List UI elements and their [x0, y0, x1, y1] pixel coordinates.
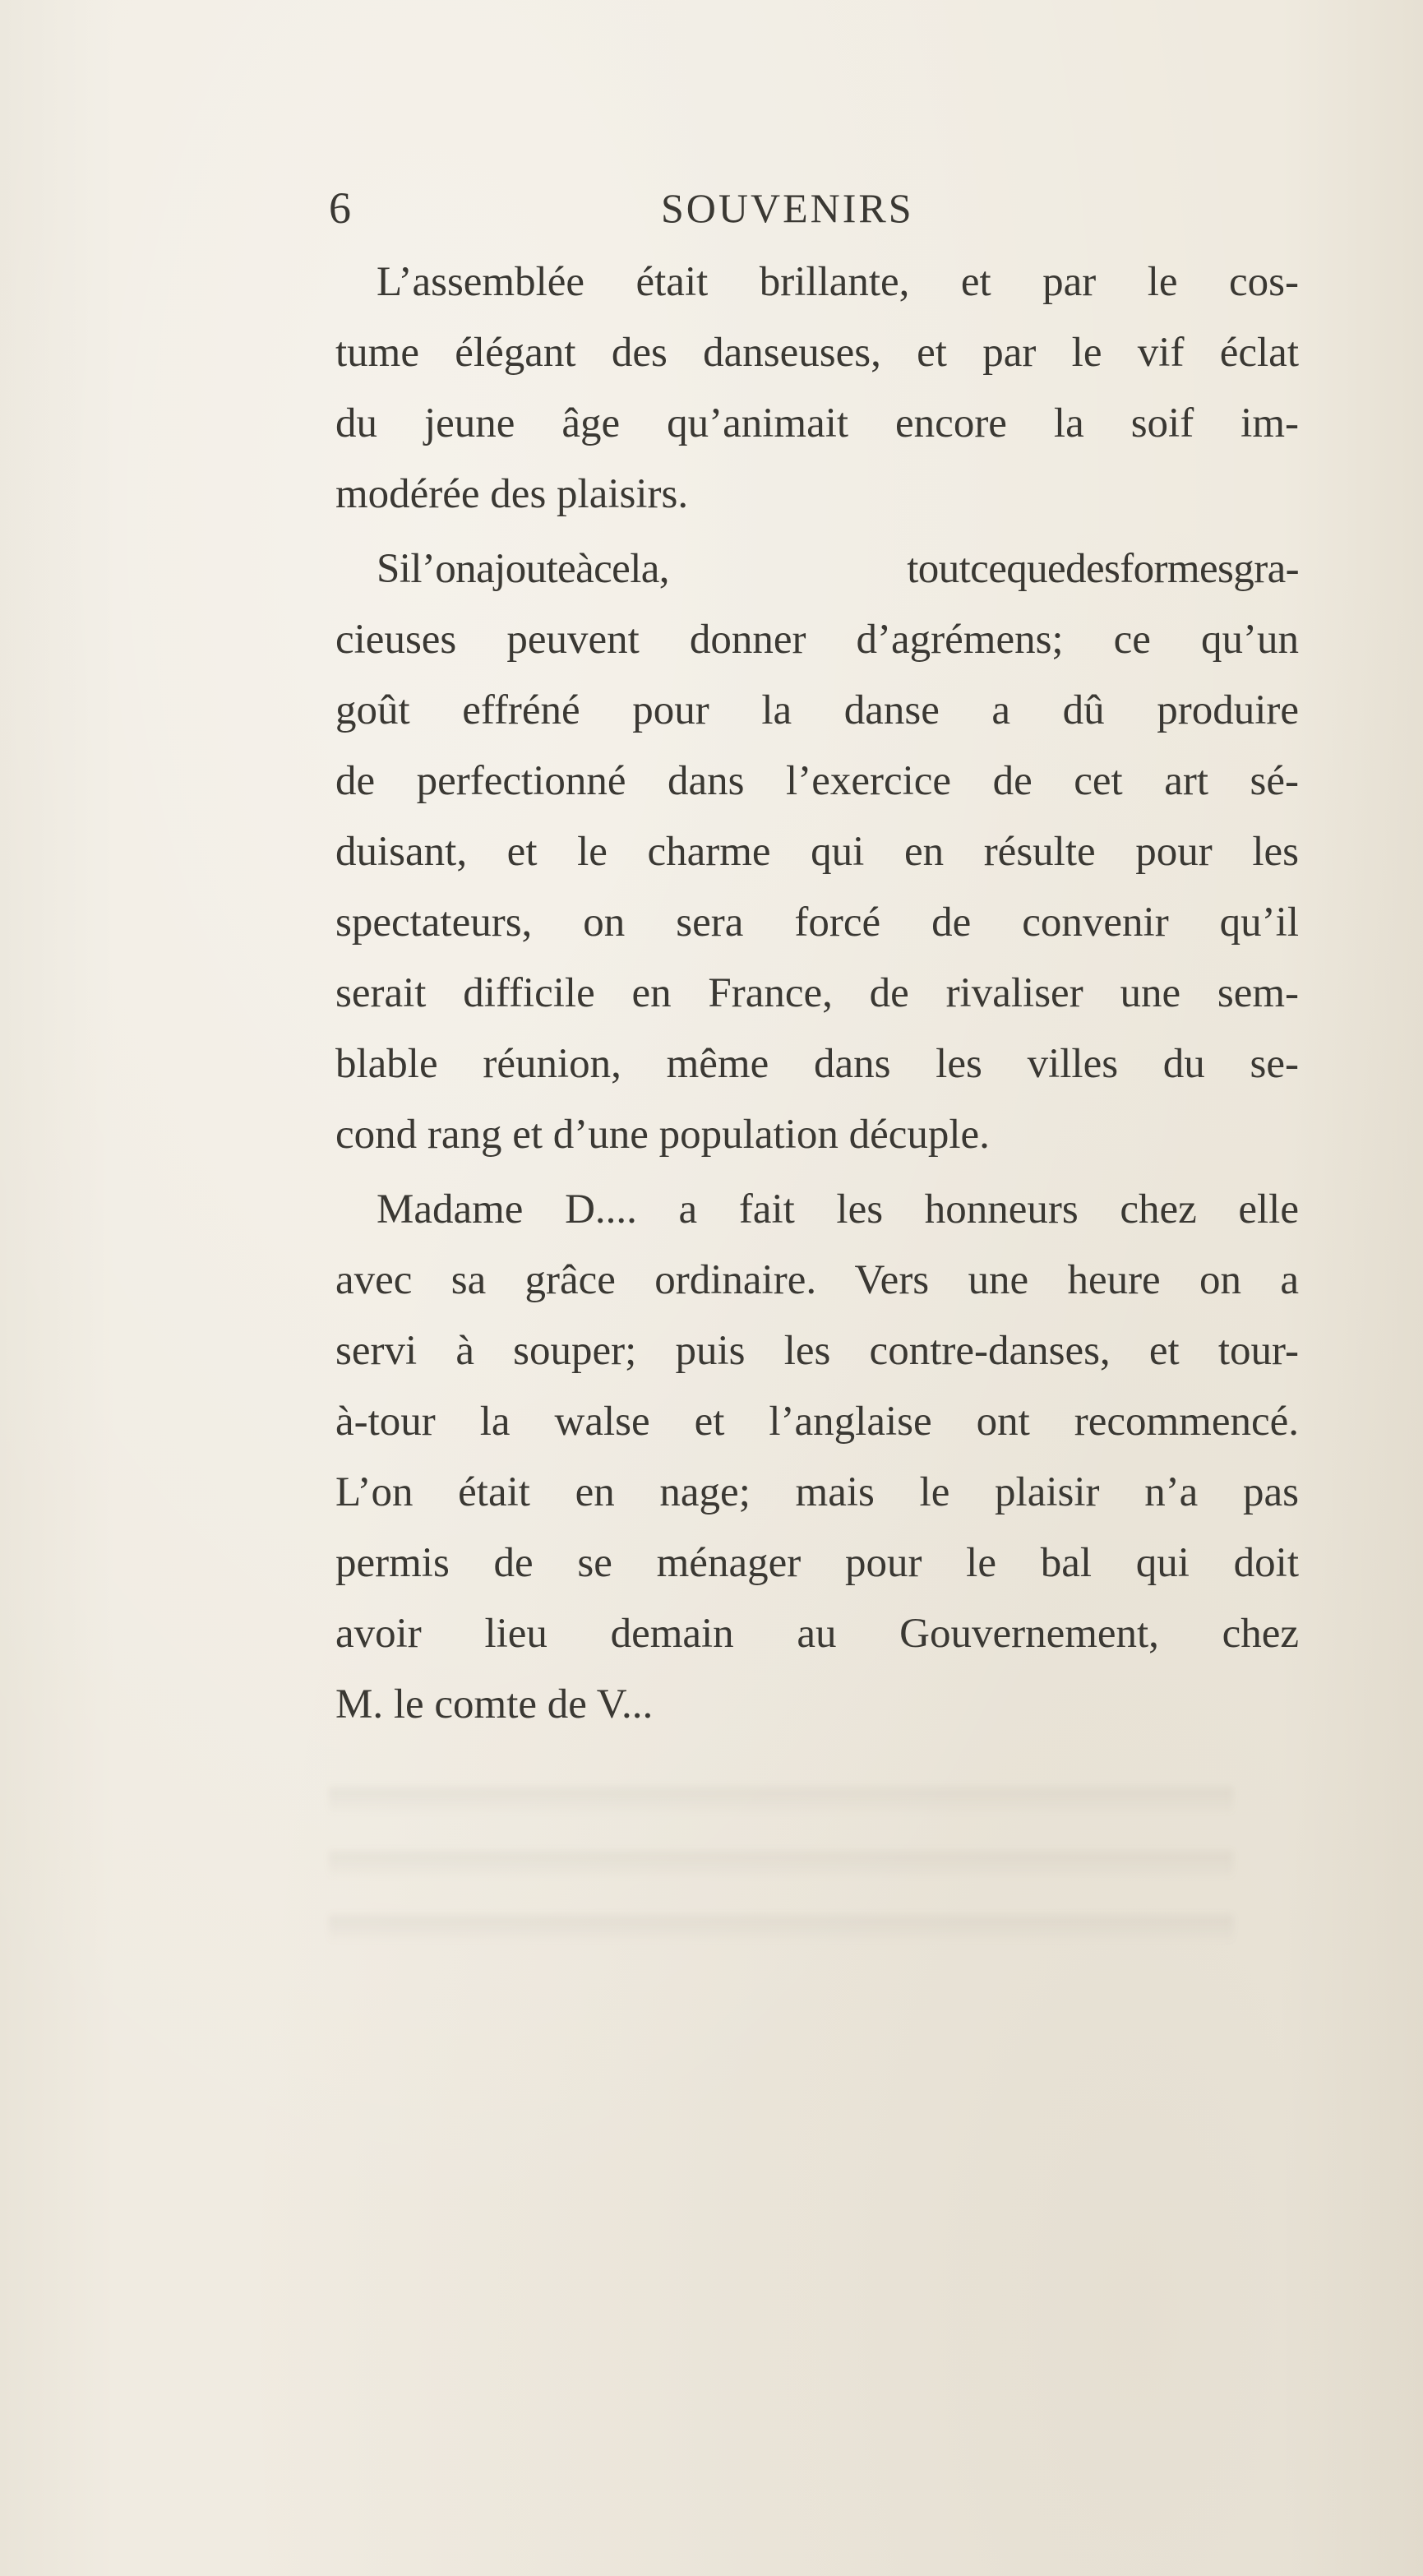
text-line: cieuses peuvent donner d’agrémens; ce qu’un — [335, 617, 1299, 663]
text-line: permis de se ménager pour le bal qui doit — [335, 1540, 1299, 1586]
text-line: à-tour la walse et l’anglaise ont recommencé. — [335, 1399, 1299, 1445]
show-through-texture — [329, 1751, 1233, 1965]
text-line: du jeune âge qu’animait encore la soif im- — [335, 400, 1299, 446]
text-line: L’assemblée était brillante, et par le cos- — [377, 259, 1299, 305]
running-title: SOUVENIRS — [661, 185, 914, 231]
text-line: servi à souper; puis les contre-danses, et tour- — [335, 1328, 1299, 1374]
text-line: Madame D.... a fait les honneurs chez elle — [377, 1186, 1299, 1233]
text-line: M. le comte de V... — [335, 1681, 654, 1727]
page-header — [329, 179, 970, 237]
text-line: de perfectionné dans l’exercice de cet art sé- — [335, 758, 1299, 804]
text-line: L’on était en nage; mais le plaisir n’a pas — [335, 1469, 1299, 1515]
paragraph-1 — [335, 247, 1299, 530]
text-line: Sil’onajouteàcela, toutcequedesformesgra- — [377, 546, 1299, 592]
paragraph-3 — [335, 1174, 1299, 1740]
text-line: serait difficile en France, de rivaliser une sem- — [335, 970, 1299, 1016]
text-line: avoir lieu demain au Gouvernement, chez — [335, 1611, 1299, 1657]
text-line: blable réunion, même dans les villes du se- — [335, 1041, 1299, 1087]
text-line: modérée des plaisirs. — [335, 471, 689, 517]
text-line: cond rang et d’une population décuple. — [335, 1112, 990, 1158]
page-number: 6 — [329, 183, 352, 233]
text-line: tume élégant des danseuses, et par le vif éclat — [335, 330, 1299, 376]
text-line: goût effréné pour la danse a dû produire — [335, 687, 1299, 733]
text-line: spectateurs, on sera forcé de convenir qu’il — [335, 900, 1299, 946]
text-line: duisant, et le charme qui en résulte pour les — [335, 829, 1299, 875]
text-line: avec sa grâce ordinaire. Vers une heure on a — [335, 1257, 1299, 1303]
paragraph-2 — [335, 534, 1299, 1170]
body-text — [335, 247, 1299, 1744]
